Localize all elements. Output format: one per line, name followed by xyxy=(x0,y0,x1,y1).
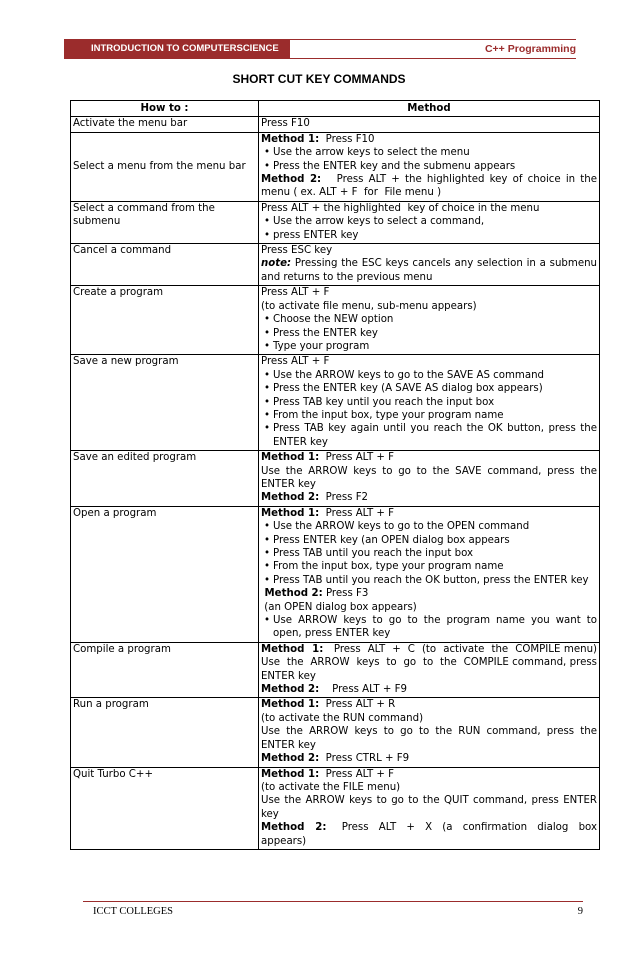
text-line: Press ESC key xyxy=(261,245,333,257)
footer-institution: ICCT COLLEGES xyxy=(93,906,174,917)
text-line: Use the ARROW keys to go to the RUN command, press the ENTER key xyxy=(261,726,601,751)
row-method xyxy=(259,451,600,507)
text-line: Press ALT + F xyxy=(261,287,330,299)
bullet-item: • Use the ARROW keys to go to the OPEN command xyxy=(261,520,597,533)
method-line xyxy=(261,698,597,711)
row-label: Select a command from the submenu xyxy=(71,201,259,243)
method-label: Method 2: xyxy=(261,588,323,600)
table-row xyxy=(71,201,600,243)
method-label: Method 1: xyxy=(261,452,320,464)
header-subject: C++ Programming xyxy=(484,43,576,55)
text-line: (to activate the FILE menu) xyxy=(261,781,401,793)
table-row xyxy=(71,698,600,767)
method-label: Method 2: xyxy=(261,174,322,186)
row-method xyxy=(259,132,600,201)
shortcut-table xyxy=(70,100,604,850)
method-text: Press F3 xyxy=(322,588,369,600)
bullet-item: • Press TAB key again until you reach the OK button, press the ENTER key xyxy=(261,422,597,449)
row-label: Compile a program xyxy=(71,642,259,698)
note-label: note: xyxy=(261,258,292,270)
method-text: Press ALT + F xyxy=(319,507,395,519)
row-method xyxy=(259,286,600,355)
method-text: Press ALT + X (a confirmation dialog box appears) xyxy=(261,822,601,847)
bullet-item: • Choose the NEW option xyxy=(261,313,597,326)
row-method xyxy=(259,117,600,132)
column-header-method: Method xyxy=(259,101,600,117)
method-line xyxy=(261,821,601,848)
method-label: Method 1: xyxy=(261,699,320,711)
method-label: Method 1: xyxy=(261,643,324,655)
method-text: Press ALT + F xyxy=(319,768,395,780)
text-line: Press ALT + the highlighted key of choice in the menu xyxy=(261,202,540,214)
table-row xyxy=(71,506,600,642)
method-text: Press CTRL + F9 xyxy=(319,753,410,765)
method-line xyxy=(261,133,597,146)
bullet-item: • Press ENTER key (an OPEN dialog box appears xyxy=(261,534,597,547)
row-method xyxy=(259,767,600,849)
bullet-item: • Press TAB until you reach the input box xyxy=(261,547,597,560)
row-method xyxy=(259,698,600,767)
header-course-title: INTRODUCTION TO COMPUTERSCIENCE xyxy=(64,39,290,59)
method-text: Press ALT + F9 xyxy=(319,684,407,696)
table-row xyxy=(71,286,600,355)
row-method xyxy=(259,506,600,642)
method-text: Press F2 xyxy=(319,492,369,504)
method-label: Method 1: xyxy=(261,768,320,780)
row-method xyxy=(259,244,600,286)
bullet-item: • Press TAB until you reach the OK button, press the ENTER key xyxy=(261,574,597,587)
bullet-item: • Use ARROW keys to go to the program name you want to open, press ENTER key xyxy=(261,614,597,641)
bullet-item: • press ENTER key xyxy=(261,229,597,242)
text-line: Use the ARROW keys to go to the QUIT command, press ENTER key xyxy=(261,795,601,820)
row-label: Cancel a command xyxy=(71,244,259,286)
row-label: Open a program xyxy=(71,506,259,642)
method-label: Method 2: xyxy=(261,684,320,696)
method-label: Method 2: xyxy=(261,492,320,504)
row-method xyxy=(259,355,600,451)
page-title: SHORT CUT KEY COMMANDS xyxy=(232,72,406,86)
page-number: 9 xyxy=(577,906,583,917)
bullet-item: • Press the ENTER key and the submenu appears xyxy=(261,160,597,173)
method-text: Pressing the ESC keys cancels any selection in a submenu and returns to the previous menu xyxy=(261,258,601,283)
method-label: Method 2: xyxy=(261,822,327,834)
method-text: Press ALT + C (to activate the COMPILE menu) Use the ARROW keys to go to the COMPILE command, press ENTER key xyxy=(261,643,604,682)
row-method xyxy=(259,642,604,698)
bullet-item: • Press the ENTER key xyxy=(261,327,597,340)
method-label: Method 2: xyxy=(261,753,320,765)
table-row xyxy=(71,244,600,286)
bullet-item: • Press the ENTER key (A SAVE AS dialog box appears) xyxy=(261,382,597,395)
method-line xyxy=(261,683,597,696)
row-label: Save an edited program xyxy=(71,451,259,507)
method-line xyxy=(261,451,597,464)
bullet-item: • Use the ARROW keys to go to the SAVE AS command xyxy=(261,369,597,382)
bullet-item: • Type your program xyxy=(261,340,597,353)
header-subject-box xyxy=(290,39,576,59)
method-text: Press F10 xyxy=(319,133,375,145)
page-footer xyxy=(83,901,583,920)
bullet-item: • From the input box, type your program name xyxy=(261,560,597,573)
method-line xyxy=(261,752,597,765)
method-line xyxy=(261,643,604,683)
method-label: Method 1: xyxy=(261,507,320,519)
text-line: Press ALT + F xyxy=(261,356,330,368)
text-line: (to activate file menu, sub-menu appears) xyxy=(261,300,477,312)
table-row xyxy=(71,451,600,507)
table-body xyxy=(71,117,604,850)
bullet-item: • Use the arrow keys to select a command, xyxy=(261,215,597,228)
bullet-item: • Use the arrow keys to select the menu xyxy=(261,146,597,159)
note-line xyxy=(261,257,601,284)
method-line xyxy=(261,768,597,781)
method-text: Press ALT + F xyxy=(319,452,395,464)
row-label: Activate the menu bar xyxy=(71,117,259,132)
text-line: (an OPEN dialog box appears) xyxy=(261,601,417,613)
row-method xyxy=(259,201,600,243)
text-line: (to activate the RUN command) xyxy=(261,712,424,724)
table-row xyxy=(71,767,600,849)
column-header-how-to: How to : xyxy=(71,101,259,117)
row-label: Create a program xyxy=(71,286,259,355)
method-text: Press ALT + R xyxy=(319,699,396,711)
row-label: Run a program xyxy=(71,698,259,767)
method-line xyxy=(261,507,597,520)
method-text: Press ALT + the highlighted key of choice in the menu ( ex. ALT + F for File menu ) xyxy=(261,174,601,199)
bullet-item: • From the input box, type your program name xyxy=(261,409,597,422)
method-label: Method 1: xyxy=(261,133,320,145)
row-label: Select a menu from the menu bar xyxy=(71,132,259,201)
table-row xyxy=(71,132,600,201)
text-line: Use the ARROW keys to go to the SAVE command, press the ENTER key xyxy=(261,465,601,490)
table-row xyxy=(71,355,600,451)
row-label: Quit Turbo C++ xyxy=(71,767,259,849)
table-header-row xyxy=(71,101,600,117)
page-header xyxy=(64,39,576,59)
table-row xyxy=(71,117,600,132)
row-label: Save a new program xyxy=(71,355,259,451)
method-line xyxy=(261,173,601,200)
table-row xyxy=(71,642,600,698)
text-line: Press F10 xyxy=(261,118,310,130)
bullet-item: • Press TAB key until you reach the input box xyxy=(261,396,597,409)
method-line xyxy=(261,587,597,600)
method-line xyxy=(261,491,597,504)
